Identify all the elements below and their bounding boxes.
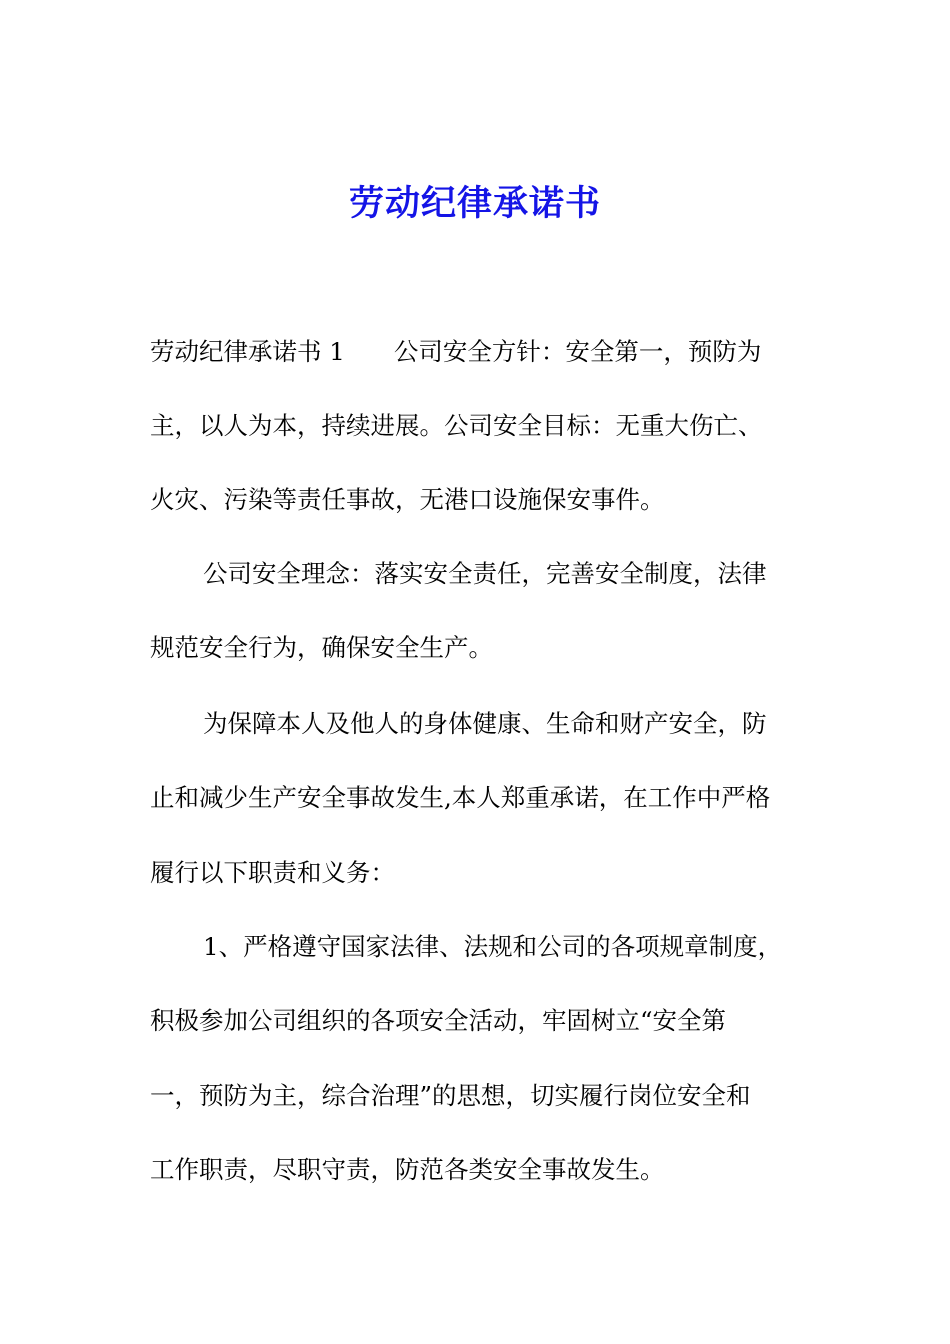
text-line: 劳动纪律承诺书 1 公司安全方针：安全第一，预防为 <box>150 337 762 366</box>
text-line: 火灾、污染等责任事故，无港口设施保安事件。 <box>150 485 665 514</box>
text-line: 主，以人为本，持续进展。公司安全目标：无重大伤亡、 <box>150 411 763 440</box>
document-title: 劳动纪律承诺书 <box>348 183 601 224</box>
text-line: 规范安全行为，确保安全生产。 <box>150 633 493 662</box>
text-line: 1、严格遵守国家法律、法规和公司的各项规章制度， <box>203 932 783 961</box>
text-line: 履行以下职责和义务： <box>150 858 395 887</box>
text-line: 为保障本人及他人的身体健康、生命和财产安全，防 <box>203 709 767 738</box>
text-line: 公司安全理念：落实安全责任，完善安全制度，法律 <box>203 559 767 588</box>
text-line: 止和减少生产安全事故发生,本人郑重承诺，在工作中严格 <box>150 783 771 812</box>
text-line: 工作职责，尽职守责，防范各类安全事故发生。 <box>150 1155 665 1184</box>
text-line: 一，预防为主，综合治理”的思想，切实履行岗位安全和 <box>150 1081 751 1110</box>
text-line: 积极参加公司组织的各项安全活动，牢固树立“安全第 <box>150 1006 727 1035</box>
